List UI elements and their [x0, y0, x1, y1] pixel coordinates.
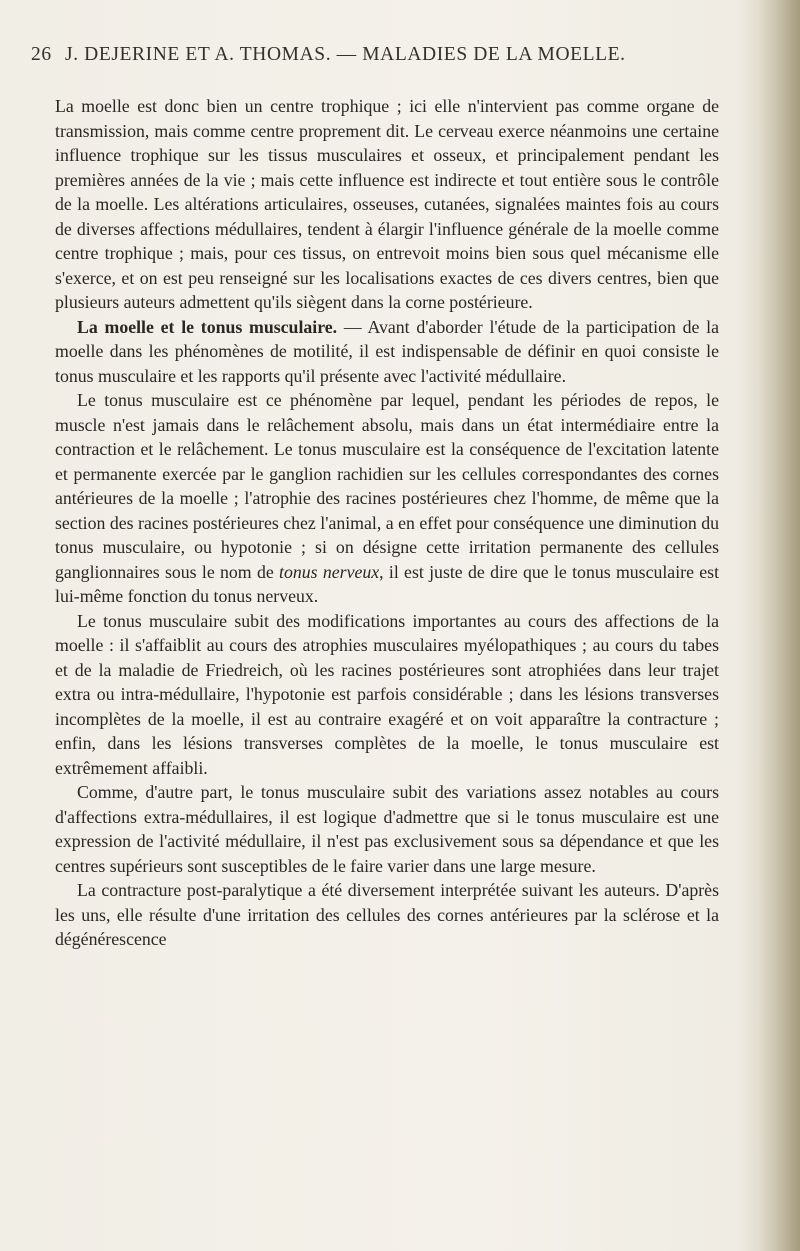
page-header: [31, 44, 751, 70]
paragraph-contracture: [55, 878, 719, 952]
paragraph-tonus-definition: [55, 388, 719, 609]
paragraph-text: — Avant d'aborder l'étude de la participation de la moelle dans les phénomènes de motilité, il est indispensable de définir en quoi consiste le tonus musculaire et les rapports qu'il présente avec l'activité médullaire.: [55, 316, 719, 386]
section-heading: La moelle et le tonus musculaire.: [77, 316, 338, 337]
running-head: J. DEJERINE ET A. THOMAS. — MALADIES DE LA MOELLE.: [65, 44, 626, 65]
paragraph-text: Le tonus musculaire subit des modifications importantes au cours des affections de la moelle : il s'affaiblit au cours des atrophies musculaires myélopathiques ; au cours du tabes et de la maladie de Friedreich, où les racines postérieures sont atrophiées dans leur trajet extra ou intra-médullaire, l'hypotonie est parfois considérable ; dans les lésions transverses incomplètes de la moelle, il est au contraire exagéré et on voit apparaître la contracture ; enfin, dans les lésions transverses complètes de la moelle, le tonus musculaire est extrêmement affaibli.: [55, 610, 719, 778]
emphasized-term: tonus nerveux: [279, 561, 380, 582]
paragraph-tonus-modifications: [55, 609, 719, 781]
paragraph-trophic-center: [55, 94, 719, 315]
paragraph-text: Comme, d'autre part, le tonus musculaire subit des variations assez notables au cours d'affections extra-médullaires, il est logique d'admettre que si le tonus musculaire est une expression de l'activité médullaire, il n'est pas exclusivement sous sa dépendance et que les centres supérieurs sont susceptibles de le faire varier dans une large mesure.: [55, 782, 719, 876]
paragraph-text: La moelle est donc bien un centre trophique ; ici elle n'intervient pas comme organe de transmission, mais comme centre proprement dit. Le cerveau exerce néanmoins une certaine influence trophique sur les tissus musculaires et osseux, et principalement pendant les premières années de la vie ; mais cette influence est indirecte et tout entière sous le contrôle de la moelle. Les altérations articulaires, osseuses, cutanées, signalées maintes fois au cours de diverses affections médullaires, tendent à élargir l'influence générale de la moelle comme centre trophique ; mais, pour ces tissus, on entrevoit moins bien sous quel mécanisme elle s'exerce, et on est peu renseigné sur les localisations exactes de ces divers centres, bien que plusieurs auteurs admettent qu'ils siègent dans la corne postérieure.: [55, 96, 719, 312]
paragraph-tonus-section: [55, 315, 719, 389]
paragraph-text: , il est juste de dire que le tonus musculaire est lui-même fonction du tonus nerveux.: [55, 561, 720, 606]
paragraph-text: Le tonus musculaire est ce phénomène par lequel, pendant les périodes de repos, le muscle n'est jamais dans le relâchement absolu, mais dans un état intermédiaire entre la contraction et le relâchement. Le tonus musculaire est la conséquence de l'excitation latente et permanente exercée par le ganglion rachidien sur les cellules correspondantes des cornes antérieures de la moelle ; l'atrophie des racines postérieures chez l'homme, de même que la section des racines postérieures chez l'animal, a en effet pour conséquence une diminution du tonus musculaire, ou hypotonie ; si on désigne cette irritation permanente des cellules ganglionnaires sous le nom de: [55, 390, 719, 582]
page-number: 26: [31, 44, 52, 65]
paragraph-text: La contracture post-paralytique a été diversement interprétée suivant les auteurs. D'après les uns, elle résulte d'une irritation des cellules des cornes antérieures par la sclérose et la dégénérescence: [55, 880, 719, 949]
page-edge-shadow: [758, 0, 800, 1251]
paragraph-extra-medullary: [55, 780, 719, 878]
body-text: [55, 94, 719, 1214]
